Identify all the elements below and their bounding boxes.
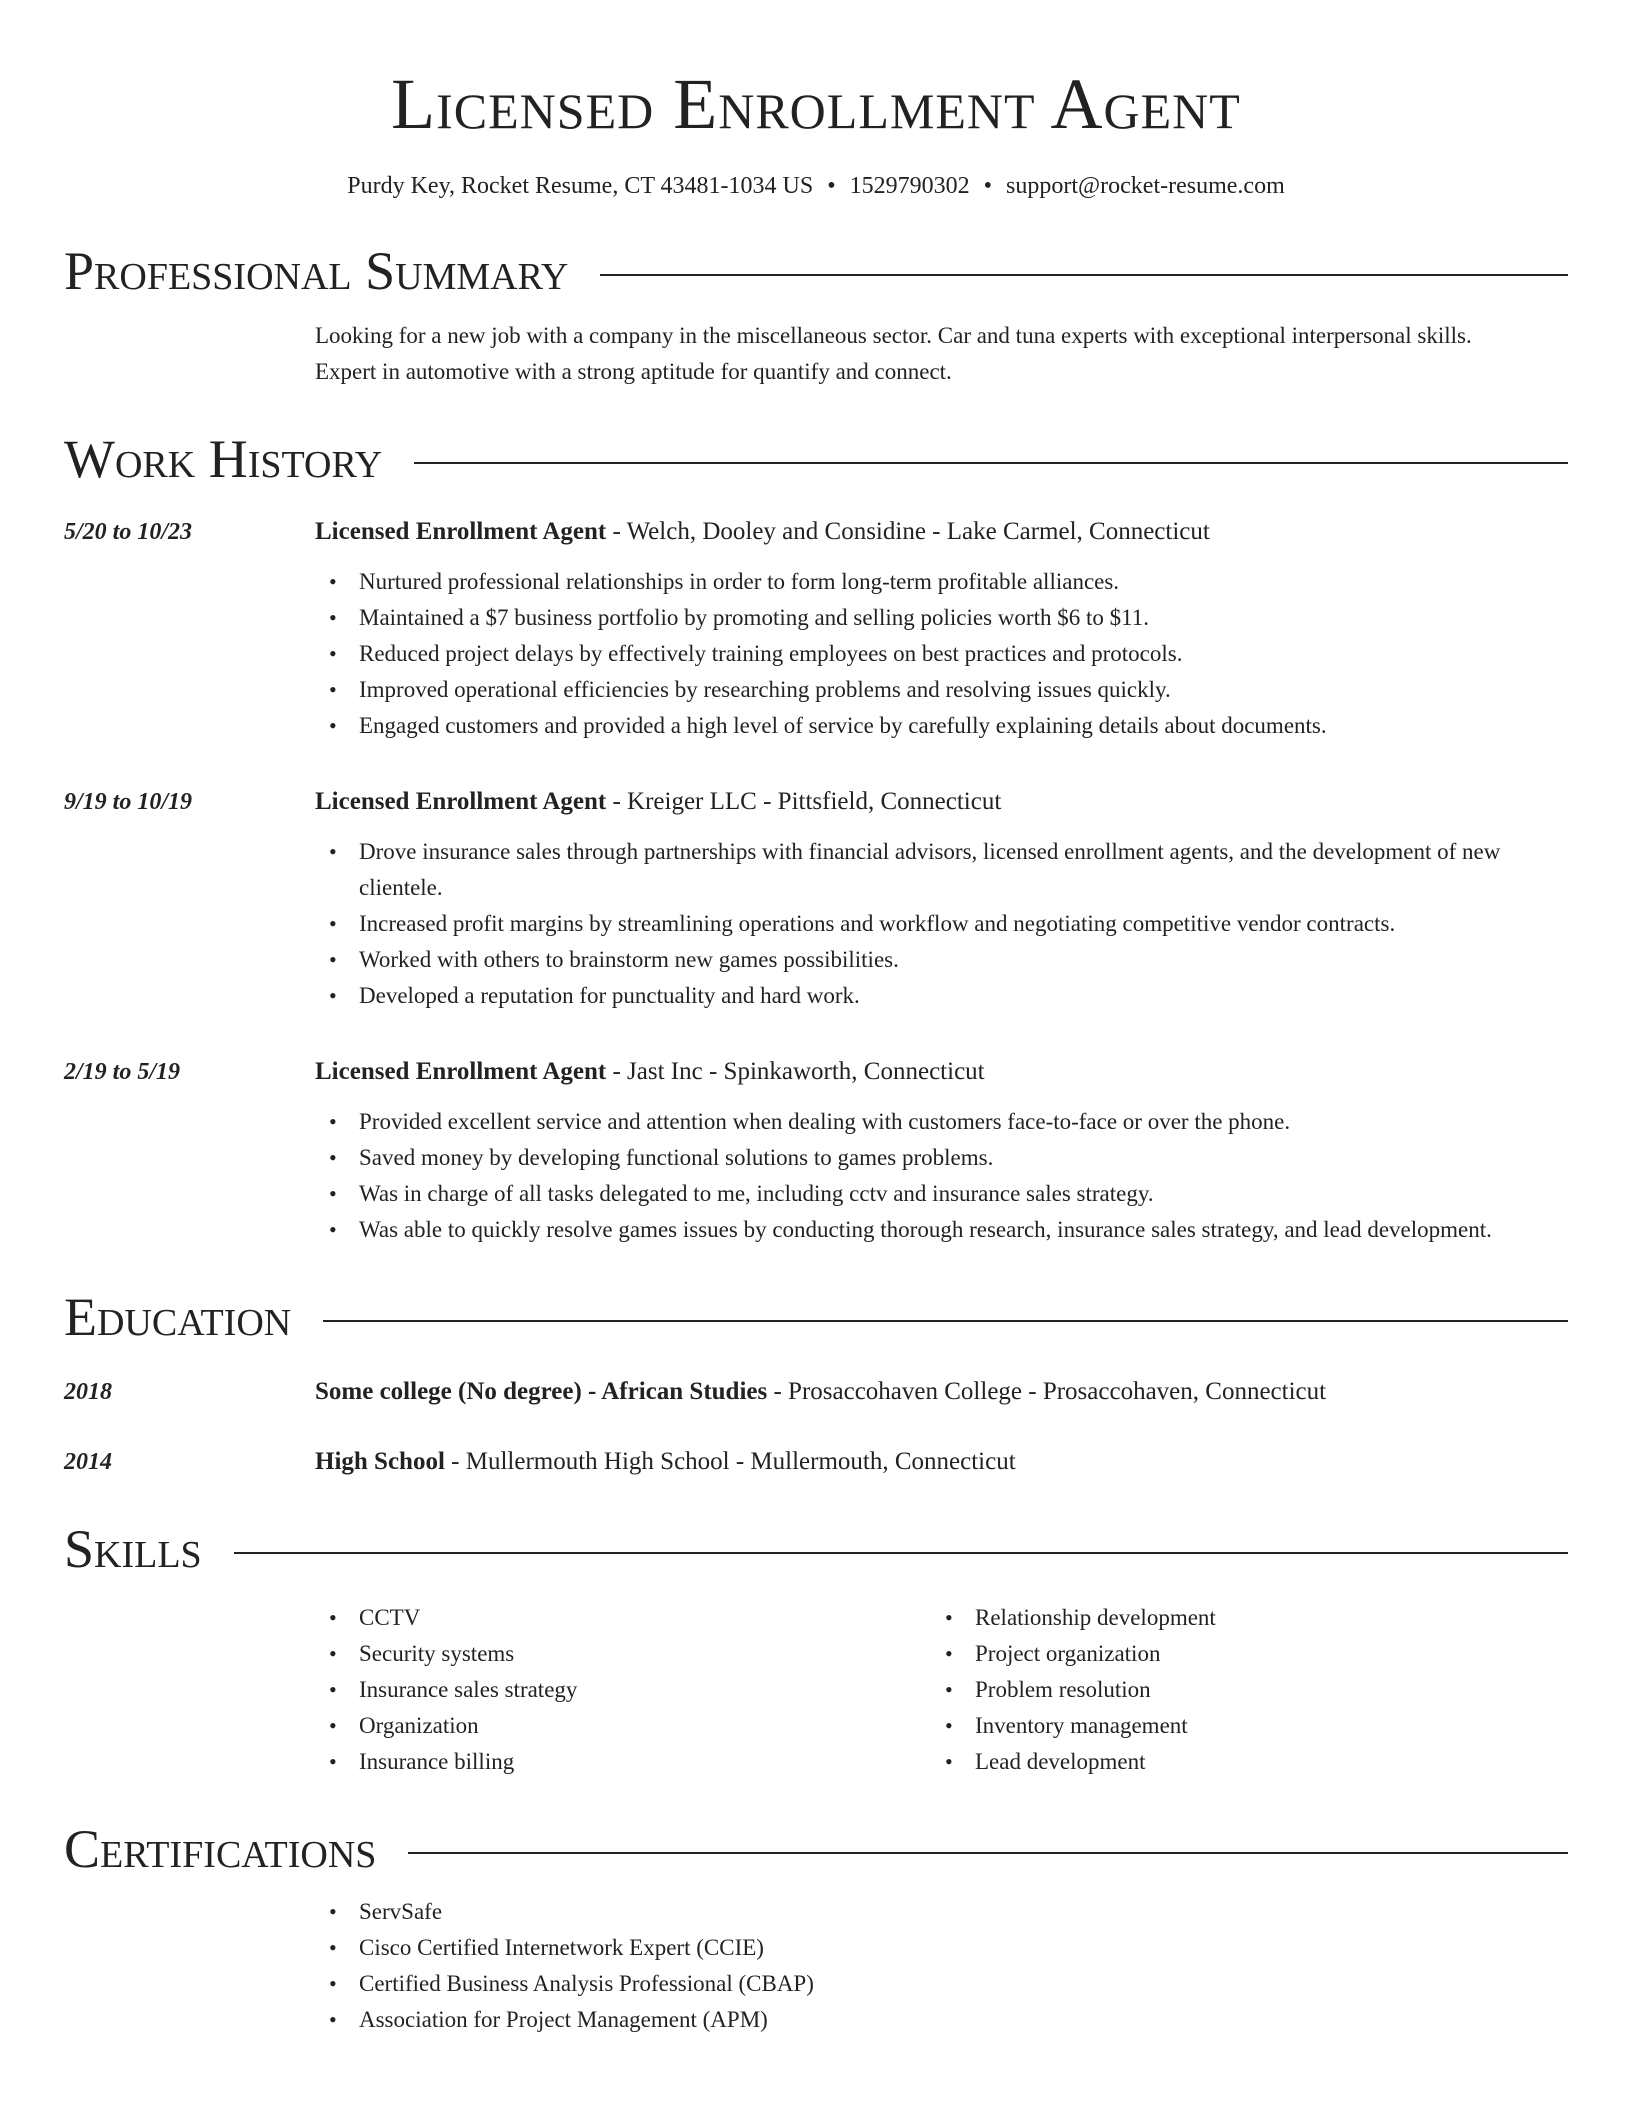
job-role: Licensed Enrollment Agent (315, 788, 607, 815)
education-year: 2014 (64, 1449, 112, 1475)
education-heading (315, 1444, 1568, 1480)
skills-grid (315, 1600, 1568, 1780)
job-bullet: • Improved operational efficiencies by researching problems and resolving issues quickly. (315, 672, 1568, 708)
section-divider (408, 1852, 1568, 1854)
section-divider (323, 1320, 1568, 1322)
skill-item: • Security systems (315, 1636, 931, 1672)
job-role: Licensed Enrollment Agent (315, 1058, 607, 1085)
job-entry (64, 1054, 1568, 1248)
education-entry (64, 1444, 1568, 1480)
skill-item: • Insurance billing (315, 1744, 931, 1780)
resume-name: Licensed Enrollment Agent (391, 64, 1241, 144)
certification-item: • Certified Business Analysis Professional (CBAP) (315, 1966, 1568, 2002)
resume-page (64, 60, 1568, 2038)
section-title-work: Work History (64, 429, 383, 489)
skill-item: • Inventory management (931, 1708, 1547, 1744)
job-bullet: • Worked with others to brainstorm new games possibilities. (315, 942, 1568, 978)
education-year: 2018 (64, 1379, 112, 1405)
section-divider (600, 274, 1568, 276)
job-bullet: • Provided excellent service and attention when dealing with customers face-to-face or over the phone. (315, 1104, 1568, 1140)
section-title-summary: Professional Summary (64, 241, 569, 301)
job-bullet: • Nurtured professional relationships in order to form long-term profitable alliances. (315, 564, 1568, 600)
education-entry (64, 1374, 1568, 1410)
job-heading (315, 1054, 1568, 1090)
contact-separator: • (983, 173, 993, 199)
section-header-summary (64, 240, 1568, 302)
education-heading (315, 1374, 1568, 1410)
education-school: - Prosaccohaven College - Prosaccohaven, Connecticut (767, 1378, 1327, 1405)
skill-item: • Project organization (931, 1636, 1547, 1672)
section-divider (414, 462, 1568, 464)
skill-item: • Lead development (931, 1744, 1547, 1780)
education-degree: Some college (No degree) - African Studies (315, 1378, 768, 1405)
certifications-list (315, 1894, 1568, 2038)
job-entry (64, 514, 1568, 744)
contact-email[interactable]: support@rocket-resume.com (1006, 173, 1285, 199)
section-divider (234, 1552, 1568, 1554)
certification-item: • Association for Project Management (APM) (315, 2002, 1568, 2038)
skill-item: • Relationship development (931, 1600, 1547, 1636)
job-bullet: • Maintained a $7 business portfolio by promoting and selling policies worth $6 to $11. (315, 600, 1568, 636)
skill-item: • Insurance sales strategy (315, 1672, 931, 1708)
job-company: - Welch, Dooley and Considine - Lake Carmel, Connecticut (606, 518, 1210, 545)
section-title-certifications: Certifications (64, 1819, 377, 1879)
section-header-skills (64, 1518, 1568, 1580)
job-dates: 5/20 to 10/23 (64, 519, 193, 545)
job-company: - Kreiger LLC - Pittsfield, Connecticut (606, 788, 1002, 815)
job-entry (64, 784, 1568, 1014)
job-body (315, 514, 1568, 744)
certification-item: • ServSafe (315, 1894, 1568, 1930)
job-bullet: • Engaged customers and provided a high level of service by carefully explaining details about documents. (315, 708, 1568, 744)
skills-column-right (931, 1600, 1547, 1780)
job-body (315, 1054, 1568, 1248)
job-bullet: • Increased profit margins by streamlining operations and workflow and negotiating competitive vendor contracts. (315, 906, 1568, 942)
job-bullet: • Developed a reputation for punctuality and hard work. (315, 978, 1568, 1014)
job-dates: 2/19 to 5/19 (64, 1059, 181, 1085)
contact-line (64, 170, 1568, 202)
contact-address: Purdy Key, Rocket Resume, CT 43481-1034 US (347, 173, 814, 199)
job-dates: 9/19 to 10/19 (64, 789, 193, 815)
job-bullets (315, 564, 1568, 744)
job-heading (315, 784, 1568, 820)
contact-phone[interactable]: 1529790302 (849, 173, 970, 199)
job-bullet: • Reduced project delays by effectively training employees on best practices and protocols. (315, 636, 1568, 672)
job-bullets (315, 1104, 1568, 1248)
section-title-education: Education (64, 1287, 292, 1347)
job-bullet: • Drove insurance sales through partnerships with financial advisors, licensed enrollment agents, and the development of new clientele. (315, 834, 1568, 906)
job-role: Licensed Enrollment Agent (315, 518, 607, 545)
job-bullets (315, 834, 1568, 1014)
skill-item: • Organization (315, 1708, 931, 1744)
education-school: - Mullermouth High School - Mullermouth, Connecticut (444, 1448, 1016, 1475)
job-bullet: • Was in charge of all tasks delegated to me, including cctv and insurance sales strategy. (315, 1176, 1568, 1212)
section-header-certifications (64, 1818, 1568, 1880)
skill-item: • Problem resolution (931, 1672, 1547, 1708)
education-degree: High School (315, 1448, 445, 1475)
job-body (315, 784, 1568, 1014)
contact-separator: • (827, 173, 836, 199)
section-title-skills: Skills (64, 1519, 202, 1579)
job-bullet: • Saved money by developing functional solutions to games problems. (315, 1140, 1568, 1176)
job-company: - Jast Inc - Spinkaworth, Connecticut (606, 1058, 985, 1085)
section-header-work (64, 428, 1568, 490)
job-heading (315, 514, 1568, 550)
certification-item: • Cisco Certified Internetwork Expert (CCIE) (315, 1930, 1568, 1966)
section-header-education (64, 1286, 1568, 1348)
skill-item: • CCTV (315, 1600, 931, 1636)
skills-column-left (315, 1600, 931, 1780)
summary-text: Looking for a new job with a company in the miscellaneous sector. Car and tuna experts with exceptional interpersonal skills. Expert in automotive with a strong aptitude for quantify and connect. (315, 323, 1472, 384)
job-bullet: • Was able to quickly resolve games issues by conducting thorough research, insurance sales strategy, and lead development. (315, 1212, 1568, 1248)
